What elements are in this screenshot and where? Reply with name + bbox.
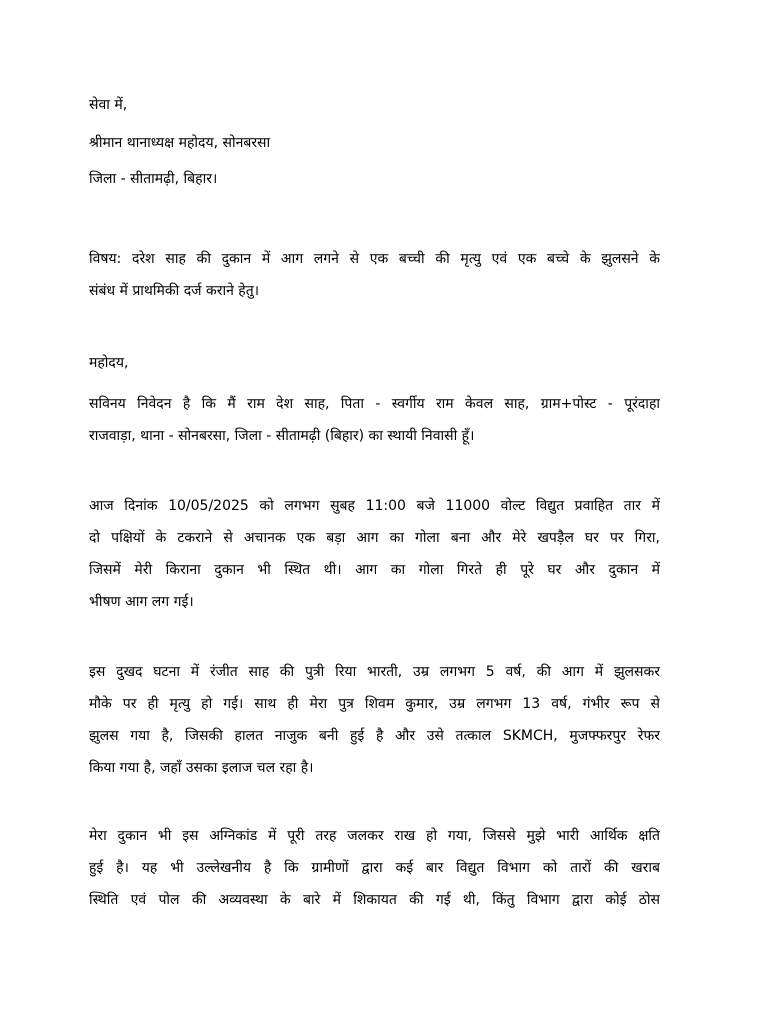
paragraph-4-line-3: स्थिति एवं पोल की अव्यवस्था के बारे में शिकायत की गई थी, किंतु विभाग द्वारा कोई ठोस [89, 892, 660, 908]
paragraph-1-line-2: राजवाड़ा, थाना - सोनबरसा, जिला - सीतामढ़ी (बिहार) का स्थायी निवासी हूँ। [89, 428, 475, 444]
paragraph-4 [89, 820, 660, 916]
greeting: महोदय, [89, 355, 129, 371]
paragraph-3-line-3: झुलस गया है, जिसकी हालत नाजुक बनी हुई है और उसे तत्काल SKMCH, मुजफ्फरपुर रेफर [89, 728, 660, 744]
paragraph-2-line-1: आज दिनांक 10/05/2025 को लगभग सुबह 11:00 बजे 11000 वोल्ट विद्युत प्रवाहित तार में [89, 498, 660, 514]
paragraph-1-line-1: सविनय निवेदन है कि मैं राम देश साह, पिता - स्वर्गीय राम केवल साह, ग्राम+पोस्ट - पूरंदाहा [89, 396, 660, 412]
paragraph-3-line-1: इस दुखद घटना में रंजीत साह की पुत्री रिया भारती, उम्र लगभग 5 वर्ष, की आग में झुलसकर [89, 664, 660, 680]
subject-line-2: संबंध में प्राथमिकी दर्ज कराने हेतु। [89, 283, 260, 299]
subject-line-1: विषय: दरेश साह की दुकान में आग लगने से एक बच्ची की मृत्यु एवं एक बच्चे के झुलसने के [89, 251, 660, 267]
recipient-line: श्रीमान थानाध्यक्ष महोदय, सोनबरसा [89, 135, 271, 151]
paragraph-3-line-4: किया गया है, जहाँ उसका इलाज चल रहा है। [89, 760, 314, 776]
paragraph-4-line-2: हुई है। यह भी उल्लेखनीय है कि ग्रामीणों द्वारा कई बार विद्युत विभाग को तारों की खराब [89, 860, 660, 876]
paragraph-3 [89, 656, 660, 784]
paragraph-3-line-2: मौके पर ही मृत्यु हो गई। साथ ही मेरा पुत्र शिवम कुमार, उम्र लगभग 13 वर्ष, गंभीर रूप से [89, 696, 660, 712]
subject-paragraph [89, 243, 660, 307]
paragraph-2-line-3: जिसमें मेरी किराना दुकान भी स्थित थी। आग का गोला गिरते ही पूरे घर और दुकान में [89, 562, 660, 578]
address-block [89, 89, 660, 195]
paragraph-2 [89, 490, 660, 618]
paragraph-2-line-4: भीषण आग लग गई। [89, 594, 194, 610]
paragraph-4-line-1: मेरा दुकान भी इस अग्निकांड में पूरी तरह जलकर राख हो गया, जिससे मुझे भारी आर्थिक क्षति [89, 828, 660, 844]
paragraph-2-line-2: दो पक्षियों के टकराने से अचानक एक बड़ा आग का गोला बना और मेरे खपड़ैल घर पर गिरा, [89, 530, 660, 546]
greeting-block [89, 347, 660, 379]
salutation-to: सेवा में, [89, 97, 128, 113]
paragraph-1 [89, 388, 660, 452]
district-line: जिला - सीतामढ़ी, बिहार। [89, 171, 218, 187]
